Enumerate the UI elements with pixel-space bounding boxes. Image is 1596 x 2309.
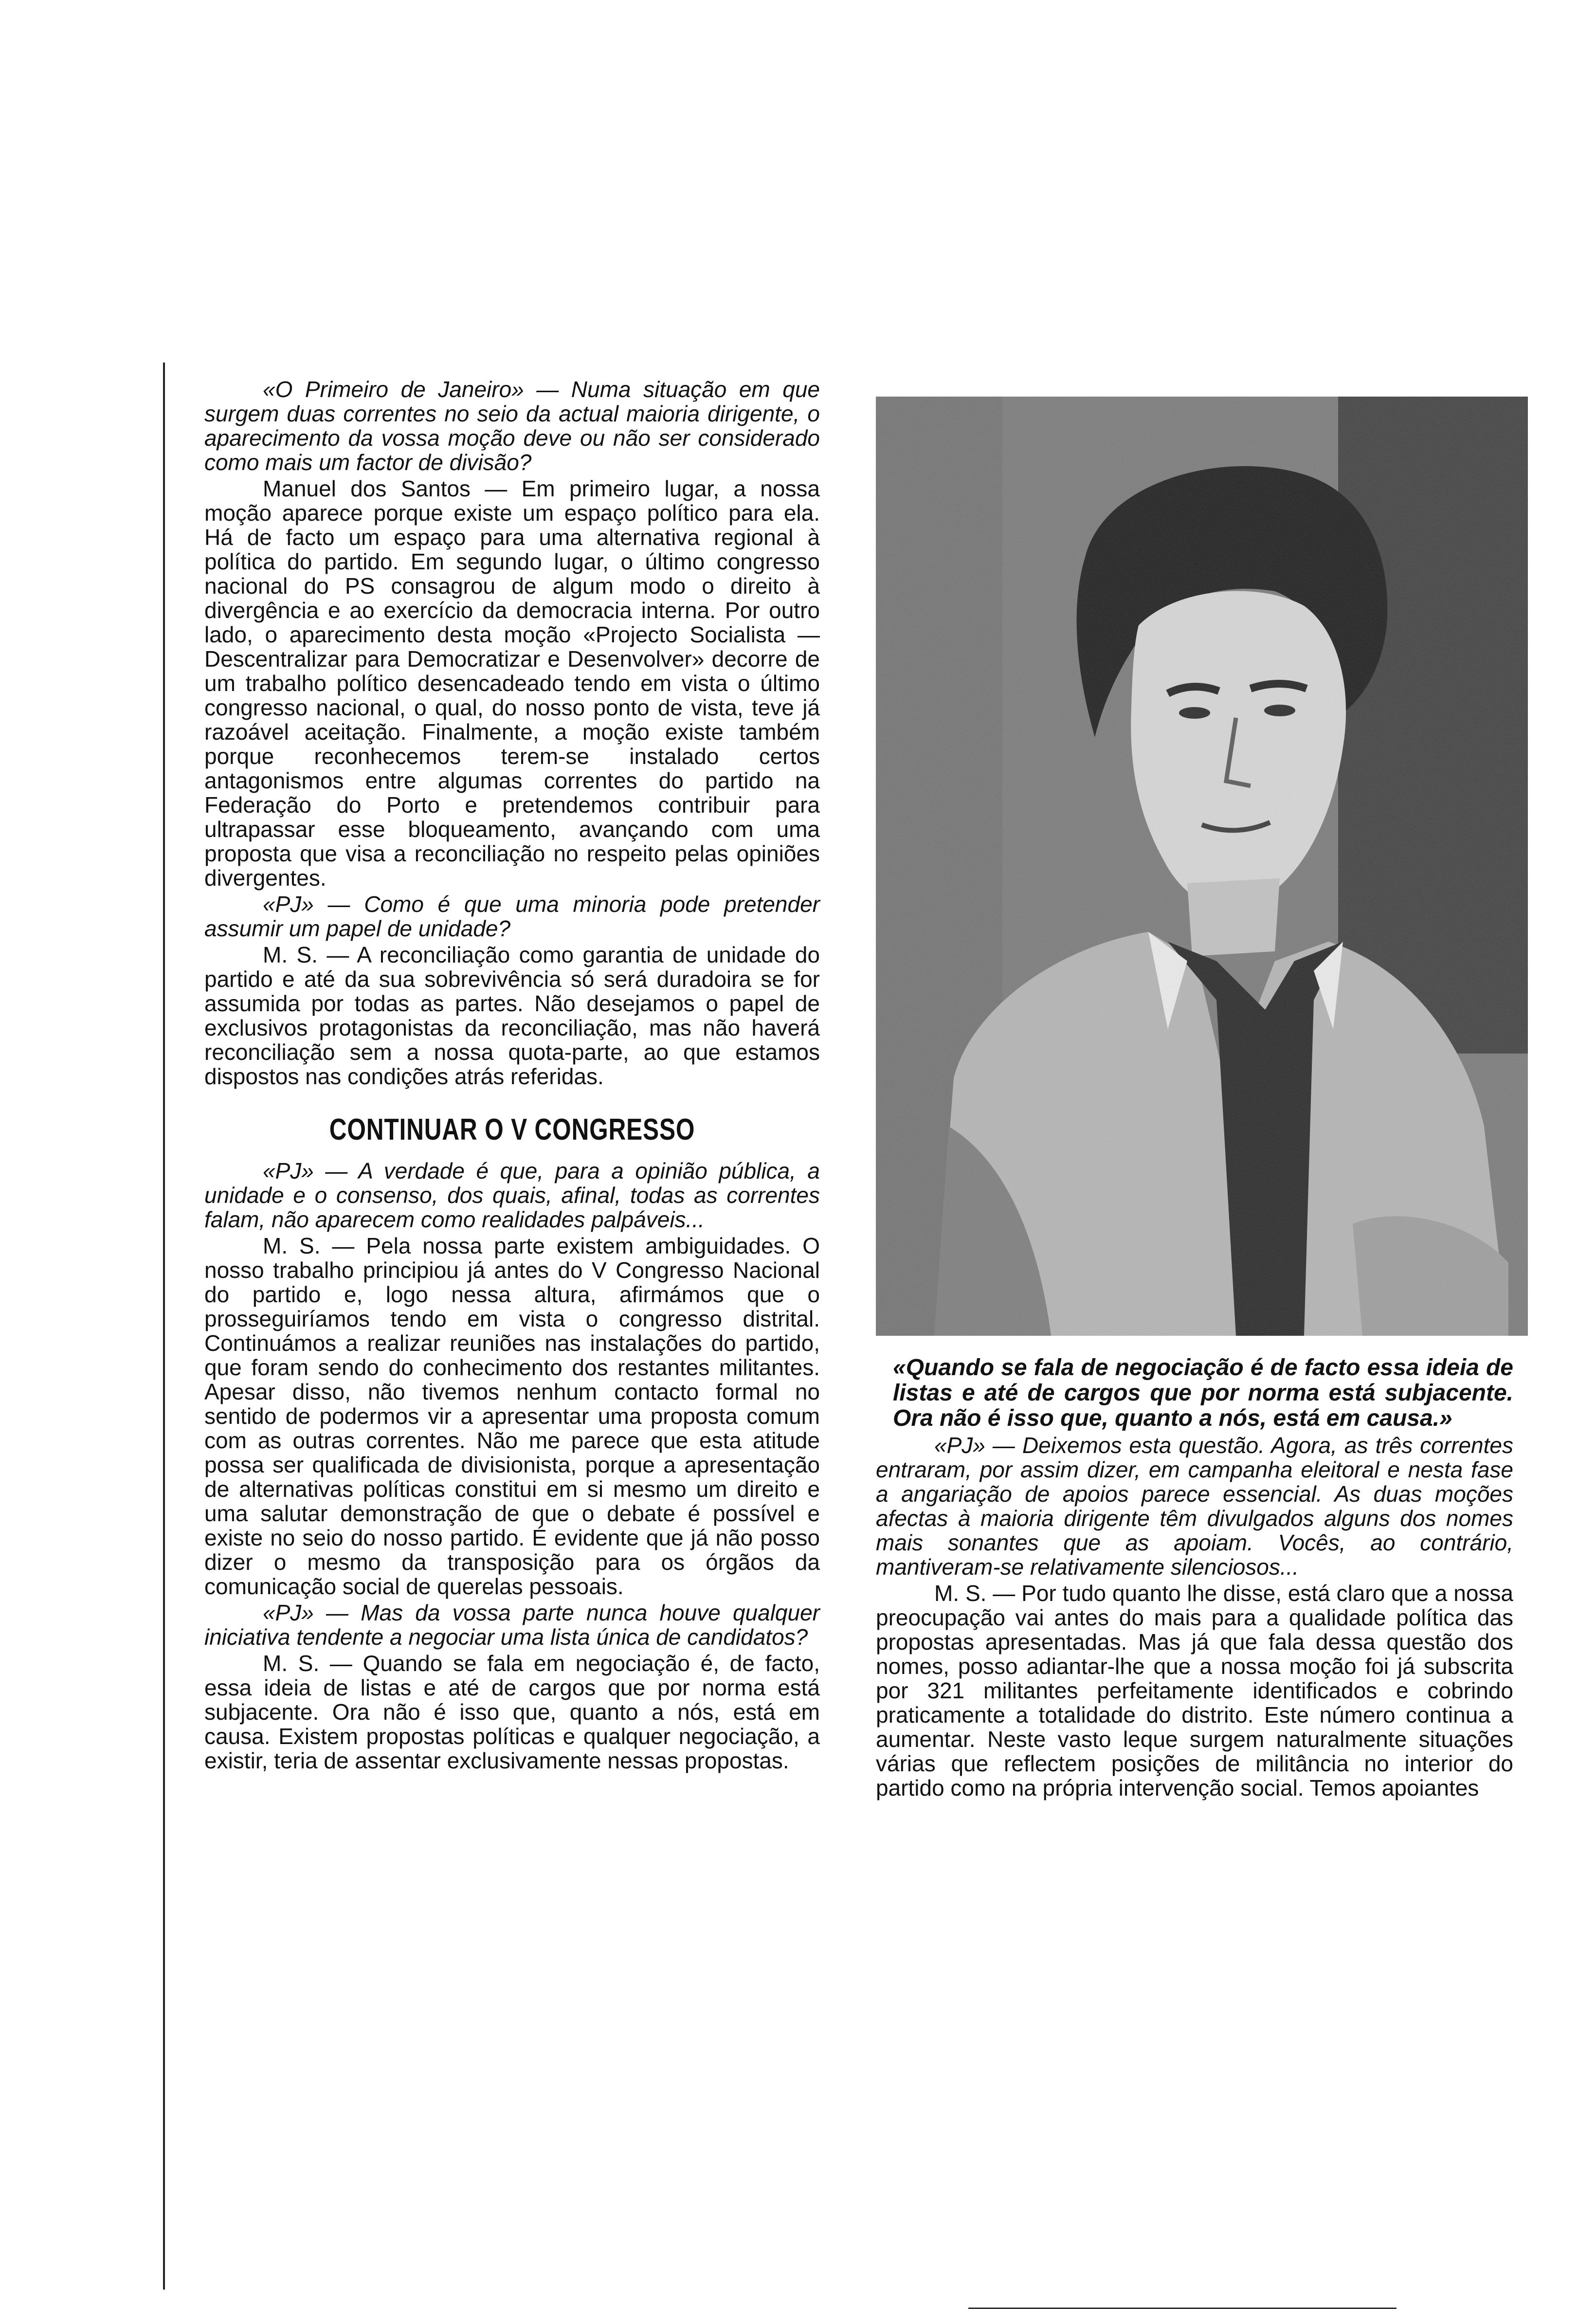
question-paragraph: «PJ» — Mas da vossa parte nunca houve qualquer iniciativa tendente a negociar uma lista única de candidatos?: [204, 1600, 820, 1650]
question-paragraph: «PJ» — Deixemos esta questão. Agora, as três correntes entraram, por assim dizer, em campanha eleitoral e nesta fase a angariação de apoios parece essencial. As duas moções afectas à maioria dirigente têm divulgados alguns dos nomes mais sonantes que as apoiam. Vocês, ao contrário, mantiveram-se relativamente silenciosos...: [876, 1433, 1513, 1580]
column-rule: [163, 363, 165, 2290]
section-subheading: CONTINUAR O V CONGRESSO: [329, 1113, 695, 1146]
question-paragraph: «O Primeiro de Janeiro» — Numa situação em que surgem duas correntes no seio da actual maioria dirigente, o aparecimento da vossa moção deve ou não ser considerado como mais um factor de divisão?: [204, 377, 820, 475]
question-paragraph: «PJ» — Como é que uma minoria pode pretender assumir um papel de unidade?: [204, 891, 820, 941]
photo-caption: «Quando se fala de negociação é de facto essa ideia de listas e até de cargos que por norma está subjacente. Ora não é isso que, quanto a nós, está em causa.»: [893, 1355, 1513, 1431]
man-portrait-illustration: [876, 397, 1528, 1336]
portrait-photo: [876, 397, 1528, 1336]
answer-paragraph: M. S. — Quando se fala em negociação é, de facto, essa ideia de listas e até de cargos que por norma está subjacente. Ora não é isso que, quanto a nós, está em causa. Existem propostas políticas e qualquer negociação, a existir, teria de assentar exclusivamente nessas propostas.: [204, 1651, 820, 1773]
question-paragraph: «PJ» — A verdade é que, para a opinião pública, a unidade e o consenso, dos quais, afinal, todas as correntes falam, não aparecem como realidades palpáveis...: [204, 1158, 820, 1232]
right-column: [876, 1433, 1513, 1800]
left-column: [204, 377, 820, 1773]
answer-paragraph: M. S. — Pela nossa parte existem ambiguidades. O nosso trabalho principiou já antes do V Congresso Nacional do partido e, logo nessa altura, afirmámos que o prosseguiríamos tendo em vista o congresso distrital. Continuámos a realizar reuniões nas instalações do partido, que foram sendo do conhecimento dos restantes militantes. Apesar disso, não tivemos nenhum contacto formal no sentido de podermos vir a apresentar uma proposta comum com as outras correntes. Não me parece que esta atitude possa ser qualificada de divisionista, porque a apresentação de alternativas políticas constitui em si mesmo um direito e uma salutar demonstração de que o debate é possível e existe no seio do nosso partido. É evidente que já não posso dizer o mesmo da transposição para os órgãos da comunicação social de querelas pessoais.: [204, 1233, 820, 1599]
answer-paragraph: M. S. — Por tudo quanto lhe disse, está claro que a nossa preocupação vai antes do mais para a qualidade política das propostas apresentadas. Mas já que fala dessa questão dos nomes, posso adiantar-lhe que a nossa moção foi já subscrita por 321 militantes perfeitamente identificados e cobrindo praticamente a totalidade do distrito. Este número continua a aumentar. Neste vasto leque surgem naturalmente situações várias que reflectem posições de militância no interior do partido como na própria intervenção social. Temos apoiantes: [876, 1581, 1513, 1800]
answer-paragraph: M. S. — A reconciliação como garantia de unidade do partido e até da sua sobrevivência só será duradoira se for assumida por todas as partes. Não desejamos o papel de exclusivos protagonistas da reconciliação, mas não haverá reconciliação sem a nossa quota-parte, ao que estamos dispostos nas condições atrás referidas.: [204, 942, 820, 1089]
answer-paragraph: Manuel dos Santos — Em primeiro lugar, a nossa moção aparece porque existe um espaço político para ela. Há de facto um espaço para uma alternativa regional à política do partido. Em segundo lugar, o último congresso nacional do PS consagrou de algum modo o direito à divergência e ao exercício da democracia interna. Por outro lado, o aparecimento desta moção «Projecto Socialista — Descentralizar para Democratizar e Desenvolver» decorre de um trabalho político desencadeado tendo em vista o último congresso nacional, o qual, do nosso ponto de vista, teve já razoável aceitação. Finalmente, a moção existe também porque reconhecemos terem-se instalado certos antagonismos entre algumas correntes do partido na Federação do Porto e pretendemos contribuir para ultrapassar esse bloqueamento, avançando com uma proposta que visa a reconciliação no respeito pelas opiniões divergentes.: [204, 476, 820, 891]
